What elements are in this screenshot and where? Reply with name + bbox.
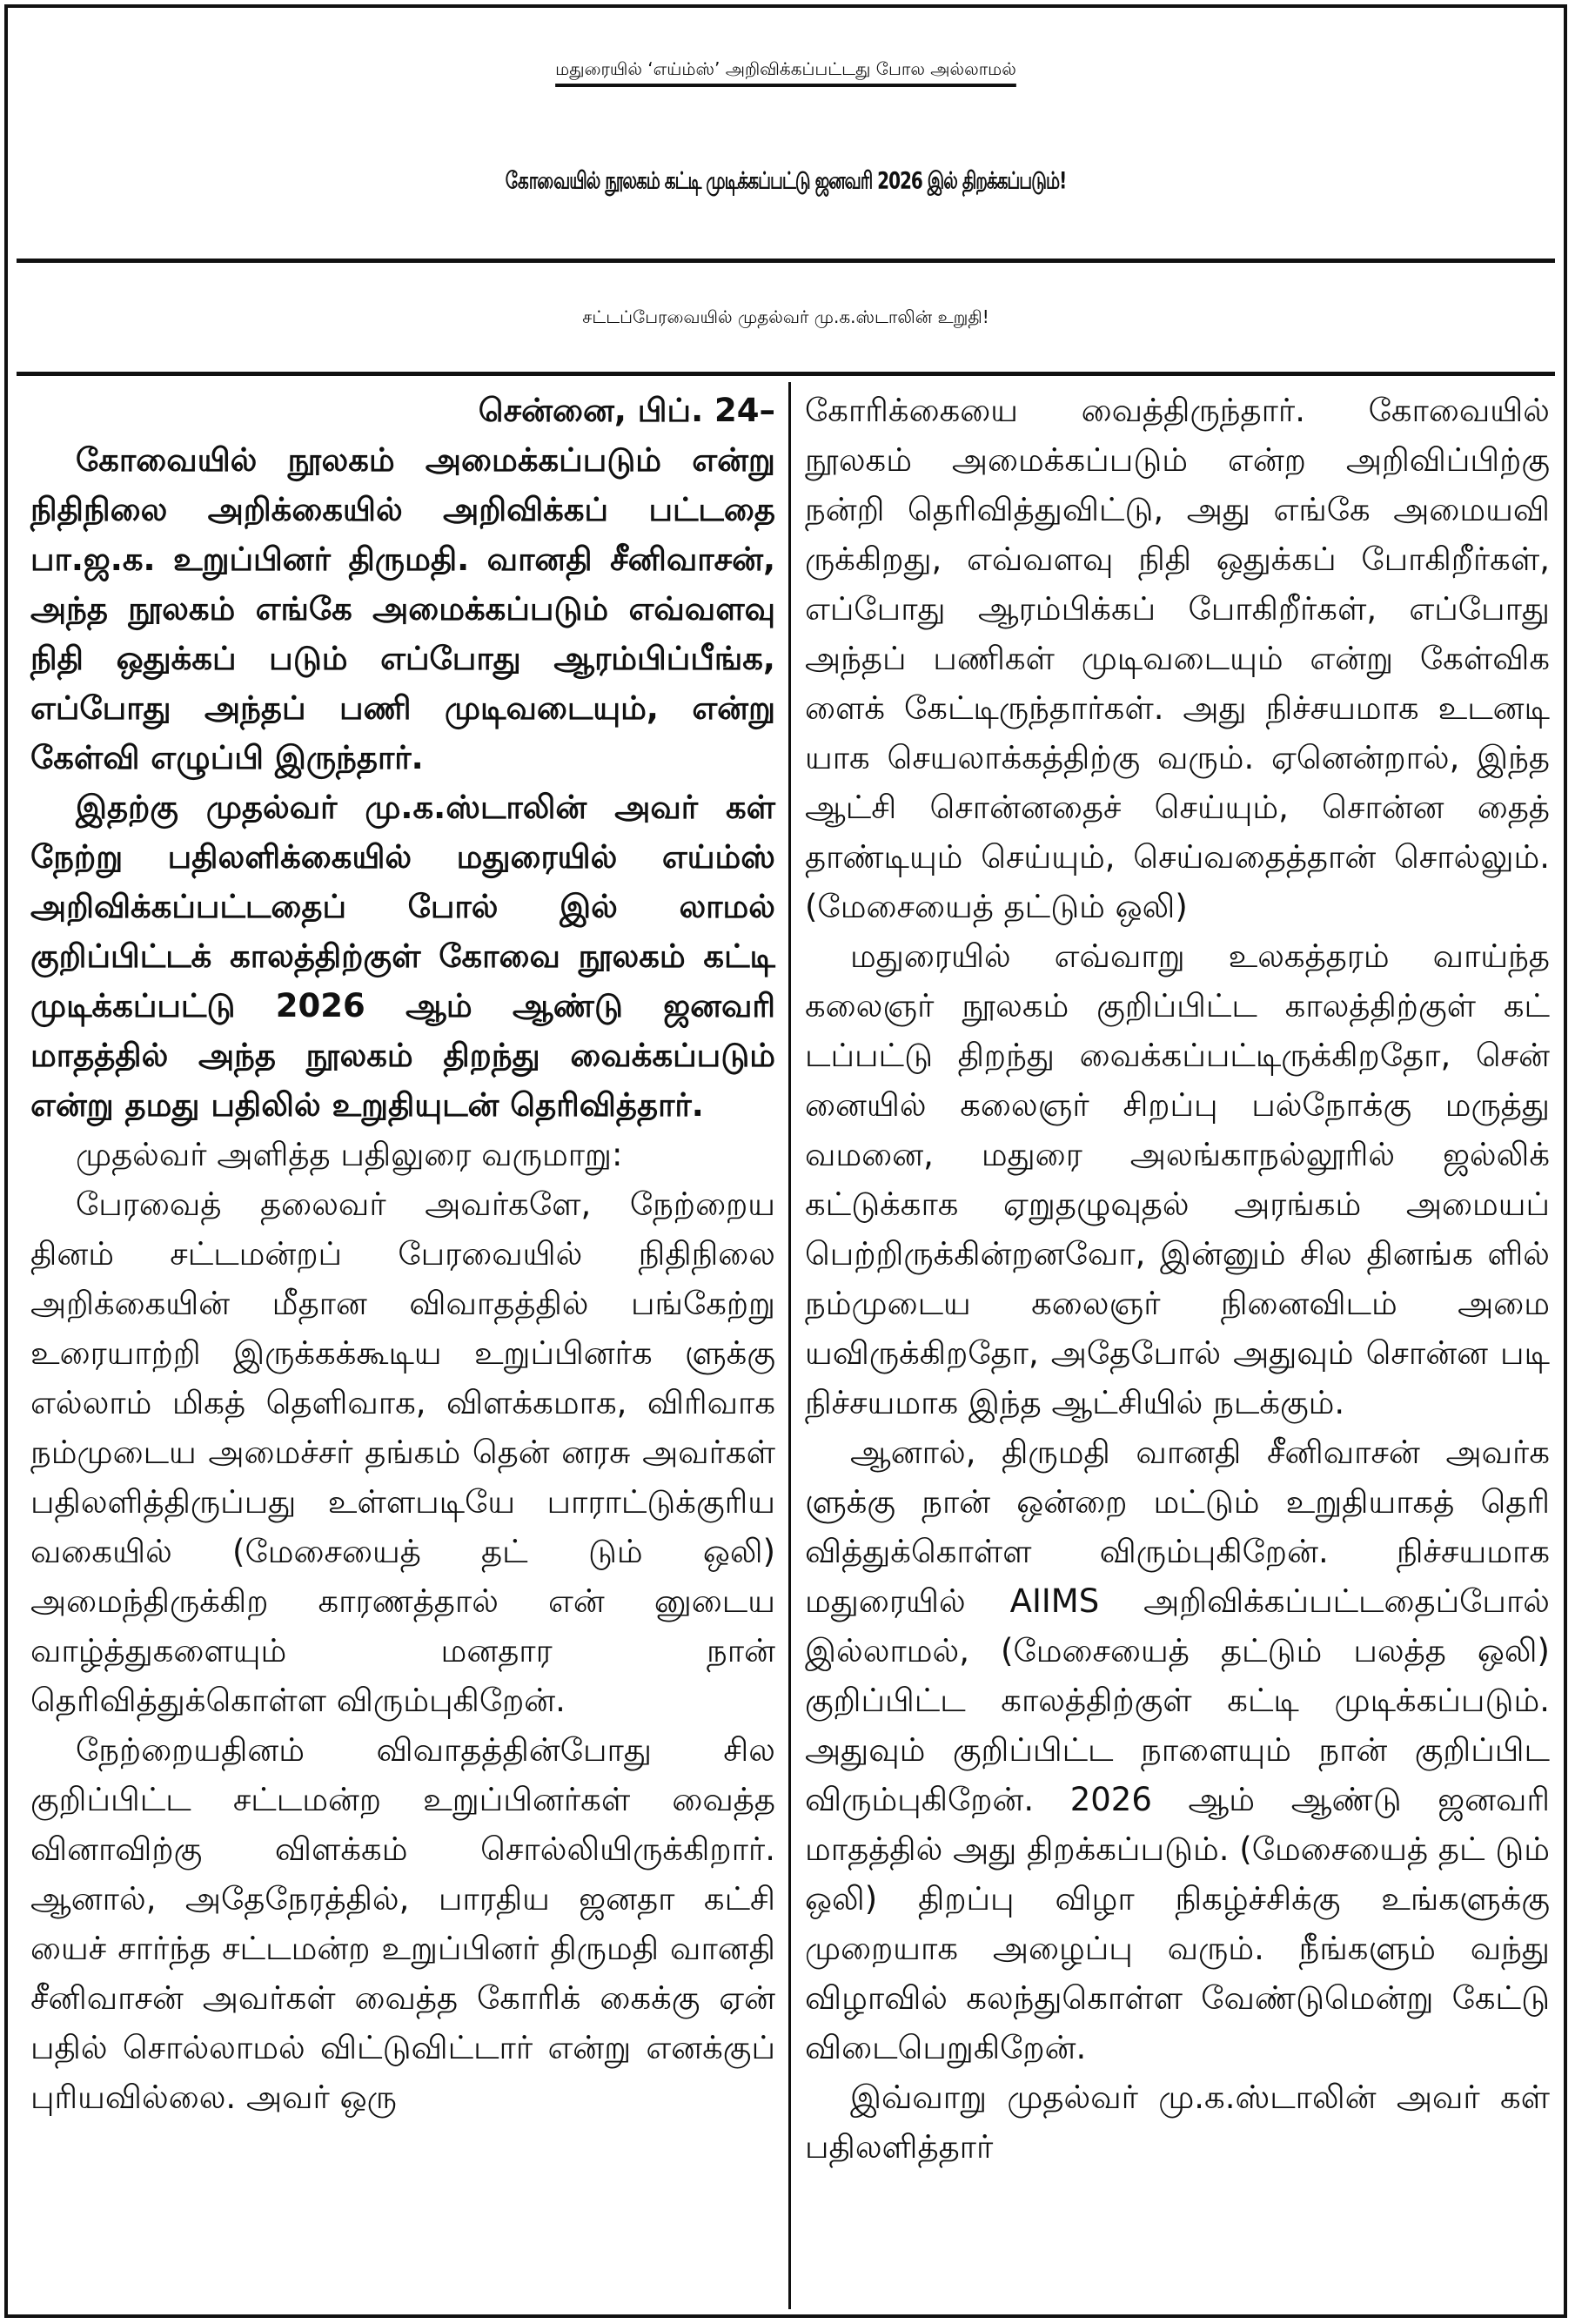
body-paragraph: மதுரையில் எவ்வாறு உலகத்தரம் வாய்ந்த கலைஞர் நூலகம் குறிப்பிட்ட காலத்திற்குள் கட் டப்பட்டு திறந்து வைக்கப்பட்டிருக்கிறதோ, சென் னையில் கலைஞர் சிறப்பு பல்நோக்கு மருத்து வமனை, மதுரை அலங்காநல்லூரில் ஜல்லிக் கட்டுக்காக ஏறுதழுவுதல் அரங்கம் அமையப் பெற்றிருக்கின்றனவோ, இன்னும் சில தினங்க ளில் நம்முடைய கலைஞர் நினைவிடம் அமை யவிருக்கிறதோ, அதேபோல் அதுவும் சொன்ன படி நிச்சயமாக இந்த ஆட்சியில் நடக்கும். — [805, 937, 1550, 1421]
body-paragraph: இவ்வாறு முதல்வர் மு.க.ஸ்டாலின் அவர் கள் பதிலளித்தார் — [805, 2079, 1550, 2166]
body-paragraph: முதல்வர் அளித்த பதிலுரை வருமாறு: — [76, 1136, 623, 1173]
column-right — [805, 386, 1550, 2172]
body-paragraph: ஆனால், திருமதி வானதி சீனிவாசன் அவர்க ளுக்கு நான் ஒன்றை மட்டும் உறுதியாகத் தெரி வித்துக்கொள்ள விரும்புகிறேன். நிச்சயமாக மதுரையில் AIIMS அறிவிக்கப்பட்டதைப்போல் இல்லாமல், (மேசையைத் தட்டும் பலத்த ஒலி) குறிப்பிட்ட காலத்திற்குள் கட்டி முடிக்கப்படும். அதுவும் குறிப்பிட்ட நாளையும் நான் குறிப்பிட விரும்புகிறேன். 2026 ஆம் ஆண்டு ஜனவரி மாதத்தில் அது திறக்கப்படும். (மேசையைத் தட் டும் ஒலி) திறப்பு விழா நிகழ்ச்சிக்கு உங்களுக்கு முறையாக அழைப்பு வரும். நீங்களும் வந்து விழாவில் கலந்துகொள்ள வேண்டுமென்று கேட்டு விடைபெறுகிறேன். — [805, 1434, 1550, 2066]
headline-kicker — [8, 29, 1564, 109]
column-divider — [788, 382, 791, 2309]
body-paragraph: பேரவைத் தலைவர் அவர்களே, நேற்றைய தினம் சட்டமன்றப் பேரவையில் நிதிநிலை அறிக்கையின் மீதான விவாதத்தில் பங்கேற்று உரையாற்றி இருக்கக்கூடிய உறுப்பினர்க ளுக்கு எல்லாம் மிகத் தெளிவாக, விளக்கமாக, விரிவாக நம்முடைய அமைச்சர் தங்கம் தென் னரசு அவர்கள் பதிலளித்திருப்பது உள்ளபடியே பாராட்டுக்குரிய வகையில் (மேசையைத் தட் டும் ஒலி) அமைந்திருக்கிற காரணத்தால் என் னுடைய வாழ்த்துகளையும் மனதார நான் தெரிவித்துக்கொள்ள விரும்புகிறேன். — [30, 1186, 775, 1719]
intro-paragraph: கோவையில் நூலகம் அமைக்கப்படும் என்று நிதிநிலை அறிக்கையில் அறிவிக்கப் பட்டதை பா.ஜ.க. உறுப்பினர் திருமதி. வானதி சீனிவாசன், அந்த நூலகம் எங்கே அமைக்கப்படும் எவ்வளவு நிதி ஒதுக்கப் படும் எப்போது ஆரம்பிப்பீங்க, எப்போது அந்தப் பணி முடிவடையும், என்று கேள்வி எழுப்பி இருந்தார். — [30, 441, 775, 776]
column-left — [30, 386, 775, 2122]
headline-sub: சட்டப்பேரவையில் முதல்வர் மு.க.ஸ்டாலின் உறுதி! — [582, 306, 989, 327]
body-paragraph: நேற்றையதினம் விவாதத்தின்போது சில குறிப்பிட்ட சட்டமன்ற உறுப்பினர்கள் வைத்த வினாவிற்கு விளக்கம் சொல்லியிருக்கிறார். ஆனால், அதேநேரத்தில், பாரதிய ஜனதா கட்சி யைச் சார்ந்த சட்டமன்ற உறுப்பினர் திருமதி வானதி சீனிவாசன் அவர்கள் வைத்த கோரிக் கைக்கு ஏன் பதில் சொல்லாமல் விட்டுவிட்டார் என்று எனக்குப் புரியவில்லை. அவர் ஒரு — [30, 1731, 775, 2116]
headline-main: கோவையில் நூலகம் கட்டி முடிக்கப்பட்டு ஜனவரி 2026 இல் திறக்கப்படும்! — [505, 165, 1067, 195]
divider — [17, 372, 1555, 376]
divider — [17, 259, 1555, 263]
dateline: சென்னை, பிப். 24– — [478, 392, 775, 429]
body-paragraph: கோரிக்கையை வைத்திருந்தார். கோவையில் நூலகம் அமைக்கப்படும் என்ற அறிவிப்பிற்கு நன்றி தெரிவித்துவிட்டு, அது எங்கே அமையவி ருக்கிறது, எவ்வளவு நிதி ஒதுக்கப் போகிறீர்கள், எப்போது ஆரம்பிக்கப் போகிறீர்கள், எப்போது அந்தப் பணிகள் முடிவடையும் என்று கேள்விக ளைக் கேட்டிருந்தார்கள். அது நிச்சயமாக உடனடி யாக செயலாக்கத்திற்கு வரும். ஏனென்றால், இந்த ஆட்சி சொன்னதைச் செய்யும், சொன்ன தைத் தாண்டியும் செய்யும், செய்வதைத்தான் சொல்லும். (மேசையைத் தட்டும் ஒலி) — [805, 392, 1550, 925]
intro-paragraph: இதற்கு முதல்வர் மு.க.ஸ்டாலின் அவர் கள் நேற்று பதிலளிக்கையில் மதுரையில் எய்ம்ஸ் அறிவிக்கப்பட்டதைப் போல் இல் லாமல் குறிப்பிட்டக் காலத்திற்குள் கோவை நூலகம் கட்டி முடிக்கப்பட்டு 2026 ஆம் ஆண்டு ஜனவரி மாதத்தில் அந்த நூலகம் திறந்து வைக்கப்படும் என்று தமது பதிலில் உறுதியுடன் தெரிவித்தார். — [30, 789, 775, 1124]
news-article — [4, 4, 1567, 2318]
headline-kicker-text: மதுரையில் ‘எய்ம்ஸ்’ அறிவிக்கப்பட்டது போல அல்லாமல் — [555, 58, 1016, 79]
